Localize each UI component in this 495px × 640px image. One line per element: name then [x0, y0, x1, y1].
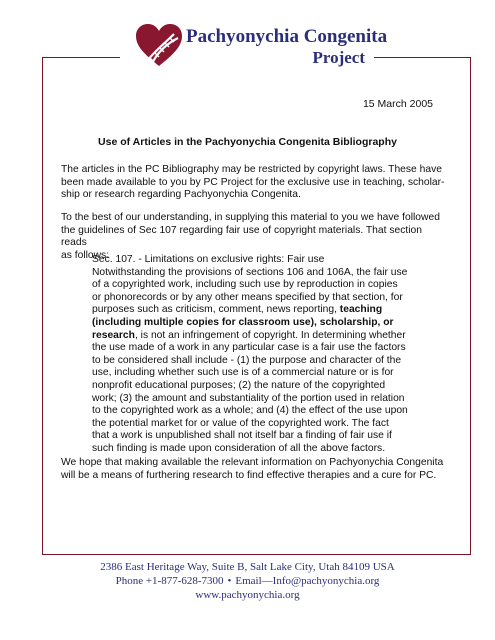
quote-line: Notwithstanding the provisions of sections 106 and 106A, the fair use — [92, 266, 408, 278]
quote-line: Sec. 107. - Limitations on exclusive rights: Fair use — [92, 254, 325, 265]
organization-subtitle: Project — [312, 48, 365, 67]
text-line: The articles in the PC Bibliography may be restricted by copyright laws. These have — [61, 164, 442, 175]
footer-phone: Phone +1-877-628-7300 — [115, 575, 224, 587]
quote-emphasis: (including multiple copies for classroom use), scholarship, or — [92, 316, 394, 328]
statute-quote — [92, 254, 437, 456]
quote-line: or phonorecords or by any other means specified by that section, for — [92, 291, 403, 303]
text-line: We hope that making available the relevant information on Pachyonychia Congenita — [61, 457, 444, 468]
text-line: the guidelines of Sec 107 regarding fair use of copyright materials. That section reads — [61, 224, 422, 249]
quote-emphasis: teaching — [339, 304, 383, 316]
quote-line: to be considered shall include - (1) the purpose and character of the — [92, 354, 402, 366]
quote-line — [92, 330, 437, 343]
quote-text: , is not an infringement of copyright. In determining whether — [134, 329, 406, 341]
footer-address: 2386 East Heritage Way, Suite B, Salt Lake City, Utah 84109 USA — [100, 561, 395, 573]
closing-paragraph — [61, 457, 446, 482]
quote-line: work; (3) the amount and substantiality of the portion used in relation — [92, 392, 405, 404]
organization-name: Pachyonychia Congenita — [186, 26, 388, 47]
footer-bullet: • — [227, 575, 232, 587]
text-line: as follows: — [61, 249, 110, 261]
footer-email[interactable]: Email—Info@pachyonychia.org — [235, 575, 380, 587]
quote-line: use, including whether such use is of a commercial nature or is for — [92, 367, 394, 379]
quote-line — [92, 317, 437, 330]
footer-contact — [0, 575, 495, 587]
text-line: will be a means of furthering research to find effective therapies and a cure for PC. — [61, 469, 437, 481]
quote-line — [92, 304, 437, 317]
quote-line: the potential market for or value of the copyrighted work. The fact — [92, 417, 389, 429]
text-line: To the best of our understanding, in supplying this material to you we have followed — [61, 212, 440, 223]
quote-line: nonprofit educational purposes; (2) the nature of the copyrighted — [92, 379, 386, 391]
quote-line: of a copyrighted work, including such use by reproduction in copies — [92, 279, 398, 291]
quote-line: the use made of a work in any particular case is a fair use the factors — [92, 342, 406, 354]
footer-website[interactable]: www.pachyonychia.org — [195, 589, 300, 601]
quote-line: to the copyrighted work as a whole; and (4) the effect of the use upon — [92, 405, 408, 417]
intro-paragraph — [61, 164, 446, 202]
quote-emphasis: research — [92, 329, 135, 341]
document-title: Use of Articles in the Pachyonychia Congenita Bibliography — [98, 136, 397, 148]
quote-text: purposes such as criticism, comment, news reporting, — [92, 304, 340, 316]
heart-dna-icon — [134, 22, 184, 68]
text-line: ship or research regarding Pachyonychia Congenita. — [61, 189, 301, 201]
quote-line: such finding is made upon consideration of all the above factors. — [92, 442, 386, 454]
text-line: been made available to you by PC Project for the exclusive use in teaching, scholar- — [61, 176, 445, 188]
letter-date: 15 March 2005 — [362, 98, 433, 110]
quote-line: that a work is unpublished shall not itself bar a finding of fair use if — [92, 430, 392, 442]
